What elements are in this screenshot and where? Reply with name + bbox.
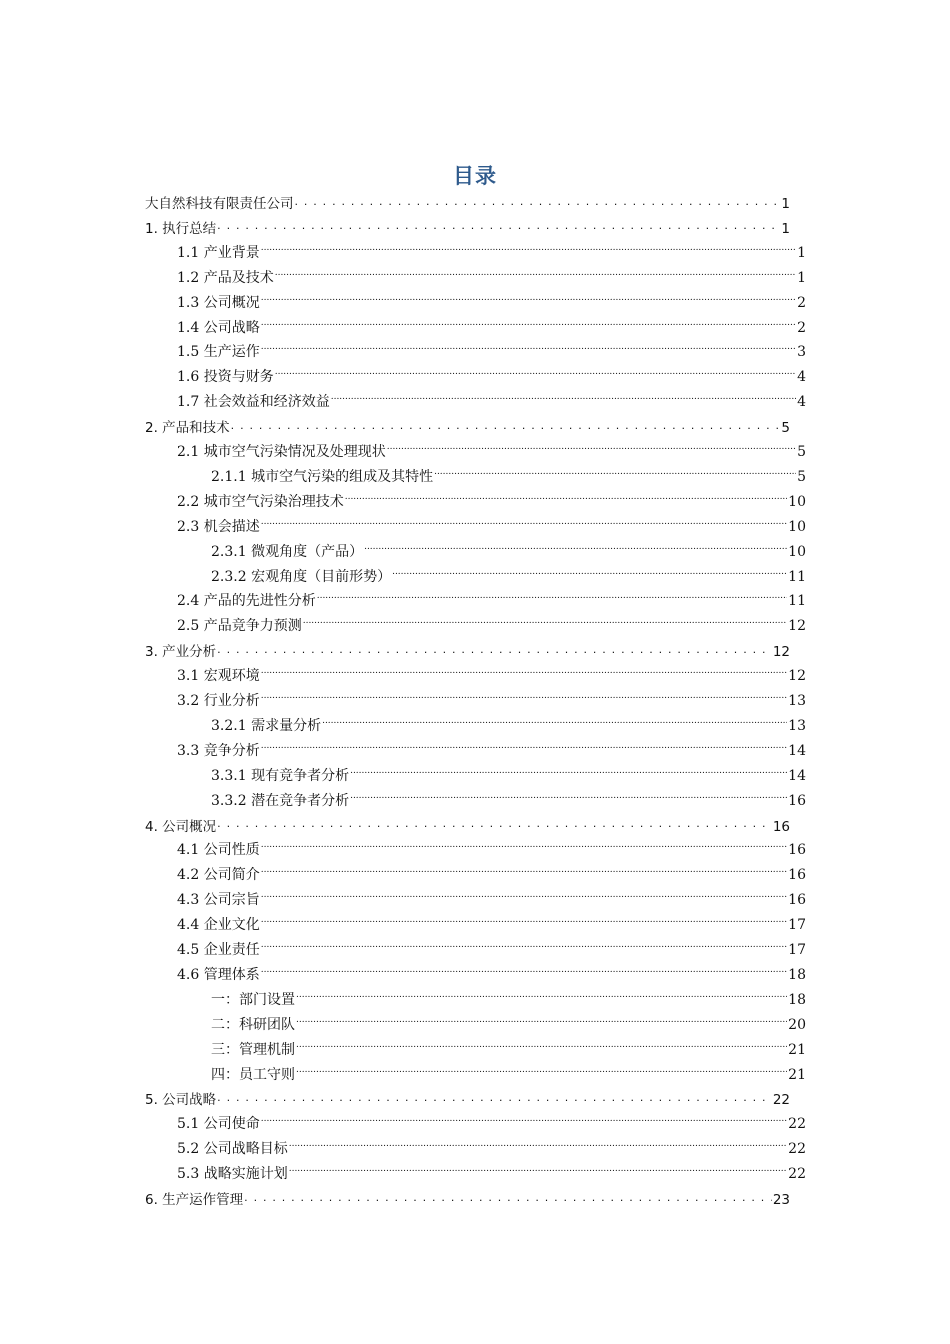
dot-leader (231, 419, 781, 433)
toc-entry-page-number: 4 (797, 394, 806, 411)
dot-leader (261, 1114, 787, 1128)
toc-entry-text: 1. 执行总结 (145, 220, 217, 237)
toc-entry-page-number: 18 (788, 966, 806, 983)
dot-leader (261, 517, 787, 531)
toc-entry[interactable] (177, 590, 806, 612)
toc-entry-text: 5.2 公司战略目标 (177, 1141, 288, 1158)
toc-entry-text: 一：部门设置 (211, 991, 295, 1008)
dot-leader (261, 965, 787, 979)
toc-entry[interactable] (211, 566, 806, 588)
dot-leader (295, 195, 781, 209)
toc-entry-page-number: 5 (797, 468, 806, 485)
toc-entry-text: 2.2 城市空气污染治理技术 (177, 493, 344, 510)
dot-leader (275, 367, 796, 381)
dot-leader (261, 318, 796, 332)
dot-leader (261, 915, 787, 929)
toc-entry-page-number: 18 (788, 991, 806, 1008)
dot-leader (261, 293, 796, 307)
toc-entry-page-number: 12 (788, 618, 806, 635)
toc-entry-page-number: 10 (788, 543, 806, 560)
toc-entry-page-number: 13 (788, 693, 806, 709)
toc-entry-text: 四：员工守则 (211, 1066, 295, 1083)
toc-entry-text: 1.4 公司战略 (177, 319, 260, 336)
toc-entry-text: 3. 产业分析 (145, 644, 217, 661)
toc-entry[interactable] (177, 242, 806, 264)
toc-entry[interactable] (177, 441, 806, 463)
toc-entry-text: 4. 公司概况 (145, 818, 217, 835)
dot-leader (331, 392, 796, 406)
toc-entry-text: 5.3 战略实施计划 (177, 1166, 288, 1183)
toc-entry-page-number: 2 (797, 294, 806, 311)
toc-entry-page-number: 22 (788, 1166, 806, 1183)
dot-leader (289, 1139, 787, 1153)
toc-entry[interactable] (145, 815, 790, 837)
toc-entry-page-number: 22 (772, 1092, 790, 1109)
toc-entry-page-number: 10 (788, 493, 806, 510)
dot-leader (217, 643, 772, 657)
toc-entry-page-number: 21 (788, 1041, 806, 1058)
toc-entry[interactable] (177, 690, 806, 712)
toc-entry-text: 2.1.1 城市空气污染的组成及其特性 (211, 468, 434, 485)
toc-entry[interactable] (211, 765, 806, 787)
toc-entry[interactable] (177, 864, 806, 886)
toc-entry[interactable] (177, 267, 806, 289)
toc-entry[interactable] (177, 1163, 806, 1185)
toc-entry-page-number: 12 (772, 644, 790, 661)
dot-leader (322, 716, 787, 730)
toc-entry-text: 三：管理机制 (211, 1041, 295, 1058)
toc-entry-page-number: 13 (788, 717, 806, 734)
dot-leader (317, 591, 787, 605)
dot-leader (261, 741, 787, 755)
toc-entry-text: 3.2 行业分析 (177, 693, 260, 709)
toc-entry-page-number: 4 (797, 369, 806, 386)
toc-entry-page-number: 23 (772, 1192, 790, 1208)
toc-entry-text: 4.6 管理体系 (177, 966, 260, 983)
toc-entry-page-number: 11 (788, 593, 806, 610)
toc-entry[interactable] (211, 1064, 806, 1086)
toc-entry-page-number: 1 (797, 244, 806, 261)
dot-leader (261, 342, 796, 356)
toc-entry[interactable] (211, 541, 806, 563)
toc-entry-text: 大自然科技有限责任公司 (145, 196, 294, 212)
toc-entry[interactable] (177, 341, 806, 363)
toc-entry[interactable] (211, 466, 806, 488)
toc-entry-page-number: 16 (788, 892, 806, 909)
dot-leader (434, 467, 796, 481)
toc-entry-page-number: 1 (781, 220, 790, 237)
toc-entry[interactable] (145, 192, 790, 214)
toc-entry-page-number: 14 (788, 767, 806, 784)
toc-entry-text: 2.3 机会描述 (177, 518, 260, 535)
dot-leader (296, 1065, 787, 1079)
toc-entry-page-number: 16 (772, 818, 790, 835)
dot-leader (244, 1191, 772, 1205)
toc-entry[interactable] (177, 491, 806, 513)
toc-entry[interactable] (177, 889, 806, 911)
toc-entry[interactable] (145, 217, 790, 239)
toc-entry-page-number: 17 (788, 917, 806, 934)
toc-entry-page-number: 16 (788, 792, 806, 809)
toc-entry-page-number: 2 (797, 319, 806, 336)
toc-entry-text: 1.1 产业背景 (177, 244, 260, 261)
toc-entry-text: 6. 生产运作管理 (145, 1192, 244, 1208)
toc-entry-page-number: 22 (788, 1116, 806, 1133)
dot-leader (296, 1015, 787, 1029)
toc-entry-text: 2. 产品和技术 (145, 420, 230, 437)
toc-entry[interactable] (177, 740, 806, 762)
dot-leader (275, 268, 796, 282)
toc-entry[interactable] (145, 416, 790, 438)
toc-entry-text: 4.2 公司简介 (177, 867, 260, 884)
toc-entry-page-number: 3 (797, 344, 806, 361)
toc-entry-text: 2.3.1 微观角度（产品） (211, 543, 364, 560)
toc-entry-text: 4.4 企业文化 (177, 917, 260, 934)
toc-entry-text: 3.3.1 现有竞争者分析 (211, 767, 350, 784)
toc-entry-text: 1.7 社会效益和经济效益 (177, 394, 330, 411)
toc-entry-text: 二：科研团队 (211, 1016, 295, 1033)
toc-entry[interactable] (177, 516, 806, 538)
dot-leader (217, 219, 780, 233)
toc-entry-text: 4.3 公司宗旨 (177, 892, 260, 909)
toc-entry[interactable] (145, 640, 790, 662)
toc-entry[interactable] (211, 790, 806, 812)
toc-entry-text: 3.1 宏观环境 (177, 668, 260, 685)
toc-entry-text: 1.3 公司概况 (177, 294, 260, 311)
dot-leader (217, 817, 772, 831)
dot-leader (345, 492, 787, 506)
toc-entry-page-number: 16 (788, 842, 806, 859)
dot-leader (261, 243, 796, 257)
toc-entry-page-number: 20 (788, 1016, 806, 1033)
toc-entry[interactable] (177, 1138, 806, 1160)
toc-entry[interactable] (145, 1088, 790, 1110)
toc-entry-text: 3.3.2 潜在竞争者分析 (211, 792, 350, 809)
toc-entry-text: 1.2 产品及技术 (177, 269, 274, 286)
toc-title: 目录 (453, 164, 497, 188)
toc-entry[interactable] (177, 366, 806, 388)
toc-entry-page-number: 5 (781, 420, 790, 437)
dot-leader (261, 840, 787, 854)
toc-entry-page-number: 12 (788, 668, 806, 685)
toc-entry[interactable] (177, 1113, 806, 1135)
toc-entry-page-number: 21 (788, 1066, 806, 1083)
dot-leader (364, 542, 787, 556)
toc-entry-text: 4.5 企业责任 (177, 942, 260, 958)
toc-entry-page-number: 11 (788, 568, 806, 585)
dot-leader (392, 567, 787, 581)
toc-entry-page-number: 17 (788, 942, 806, 958)
dot-leader (350, 791, 787, 805)
toc-entry-text: 1.6 投资与财务 (177, 369, 274, 386)
toc-entry[interactable] (177, 939, 806, 961)
toc-entry-page-number: 1 (781, 196, 790, 212)
toc-entry[interactable] (211, 1014, 806, 1036)
toc-entry[interactable] (177, 839, 806, 861)
dot-leader (350, 766, 787, 780)
toc-entry-text: 1.5 生产运作 (177, 344, 260, 361)
dot-leader (217, 1091, 772, 1105)
dot-leader (296, 1040, 787, 1054)
toc-entry-text: 2.3.2 宏观角度（目前形势） (211, 568, 392, 585)
toc-entry-page-number: 1 (797, 269, 806, 286)
toc-entry[interactable] (211, 1039, 806, 1061)
toc-entry-text: 3.3 竞争分析 (177, 742, 260, 759)
dot-leader (261, 865, 787, 879)
toc-entry-page-number: 22 (788, 1141, 806, 1158)
dot-leader (261, 691, 787, 705)
dot-leader (289, 1164, 787, 1178)
toc-entry-page-number: 14 (788, 742, 806, 759)
toc-entry-page-number: 10 (788, 518, 806, 535)
toc-entry-text: 2.1 城市空气污染情况及处理现状 (177, 444, 386, 460)
toc-entry[interactable] (177, 615, 806, 637)
toc-entry-page-number: 5 (797, 444, 806, 460)
dot-leader (303, 616, 787, 630)
toc-entry[interactable] (211, 715, 806, 737)
dot-leader (261, 666, 787, 680)
toc-entry[interactable] (177, 914, 806, 936)
toc-entry[interactable] (177, 317, 806, 339)
toc-entry[interactable] (177, 292, 806, 314)
dot-leader (261, 940, 787, 954)
toc-entry-text: 5. 公司战略 (145, 1092, 217, 1109)
dot-leader (296, 990, 787, 1004)
toc-entry-text: 2.5 产品竞争力预测 (177, 618, 302, 635)
toc-entry-page-number: 16 (788, 867, 806, 884)
toc-entry-text: 5.1 公司使命 (177, 1116, 260, 1133)
dot-leader (261, 890, 787, 904)
toc-entry[interactable] (177, 964, 806, 986)
toc-entry-text: 3.2.1 需求量分析 (211, 717, 322, 734)
toc-entry-text: 4.1 公司性质 (177, 842, 260, 859)
toc-entry[interactable] (211, 989, 806, 1011)
toc-entry-text: 2.4 产品的先进性分析 (177, 593, 316, 610)
dot-leader (387, 442, 796, 456)
toc-entry[interactable] (177, 391, 806, 413)
toc-entry[interactable] (145, 1188, 790, 1210)
toc-entry[interactable] (177, 665, 806, 687)
